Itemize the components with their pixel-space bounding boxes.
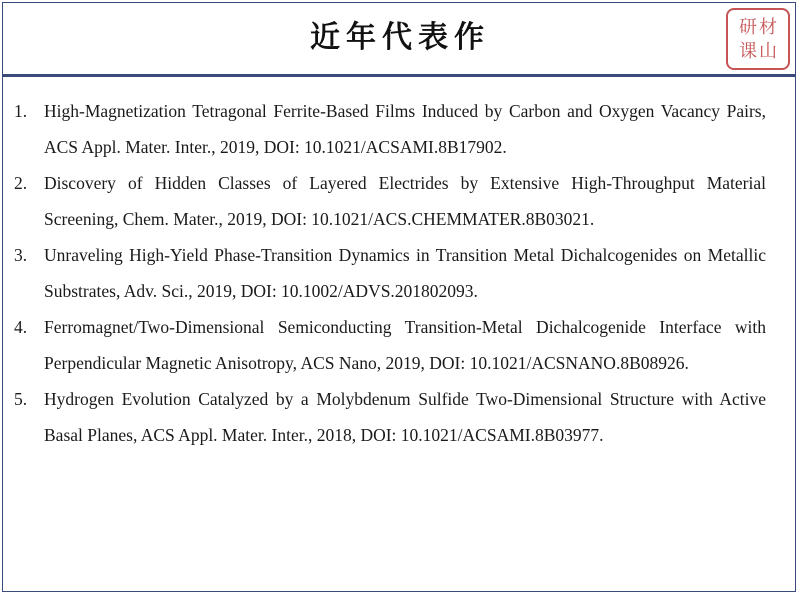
reference-number: 1. [14, 101, 28, 121]
reference-text: Discovery of Hidden Classes of Layered Electrides by Extensive High-Throughput Material Screening, Chem. Mater., 2019, DOI: 10.1021/ACS.CHEMMATER.8B03021. [44, 173, 766, 229]
reference-item [14, 93, 766, 165]
reference-number: 3. [14, 245, 28, 265]
reference-text: High-Magnetization Tetragonal Ferrite-Based Films Induced by Carbon and Oxygen Vacancy Pairs, ACS Appl. Mater. Inter., 2019, DOI: 10.1021/ACSAMI.8B17902. [44, 101, 766, 157]
reference-item [14, 165, 766, 237]
reference-text: Unraveling High-Yield Phase-Transition Dynamics in Transition Metal Dichalcogenides on Metallic Substrates, Adv. Sci., 2019, DOI: 10.1002/ADVS.201802093. [44, 245, 766, 301]
seal-stamp-logo [726, 8, 790, 70]
reference-number: 5. [14, 389, 28, 409]
reference-item [14, 237, 766, 309]
reference-text: Hydrogen Evolution Catalyzed by a Molybdenum Sulfide Two-Dimensional Structure with Active Basal Planes, ACS Appl. Mater. Inter., 2018, DOI: 10.1021/ACSAMI.8B03977. [44, 389, 766, 445]
reference-item [14, 309, 766, 381]
seal-glyphs: 研材 课山 [739, 17, 779, 62]
slide-title: 近年代表作 [310, 20, 490, 55]
reference-text: Ferromagnet/Two-Dimensional Semiconducting Transition-Metal Dichalcogenide Interface with Perpendicular Magnetic Anisotropy, ACS Nano, 2019, DOI: 10.1021/ACSNANO.8B08926. [44, 317, 766, 373]
reference-list [14, 93, 766, 453]
reference-number: 4. [14, 317, 28, 337]
reference-number: 2. [14, 173, 28, 193]
reference-item [14, 381, 766, 453]
